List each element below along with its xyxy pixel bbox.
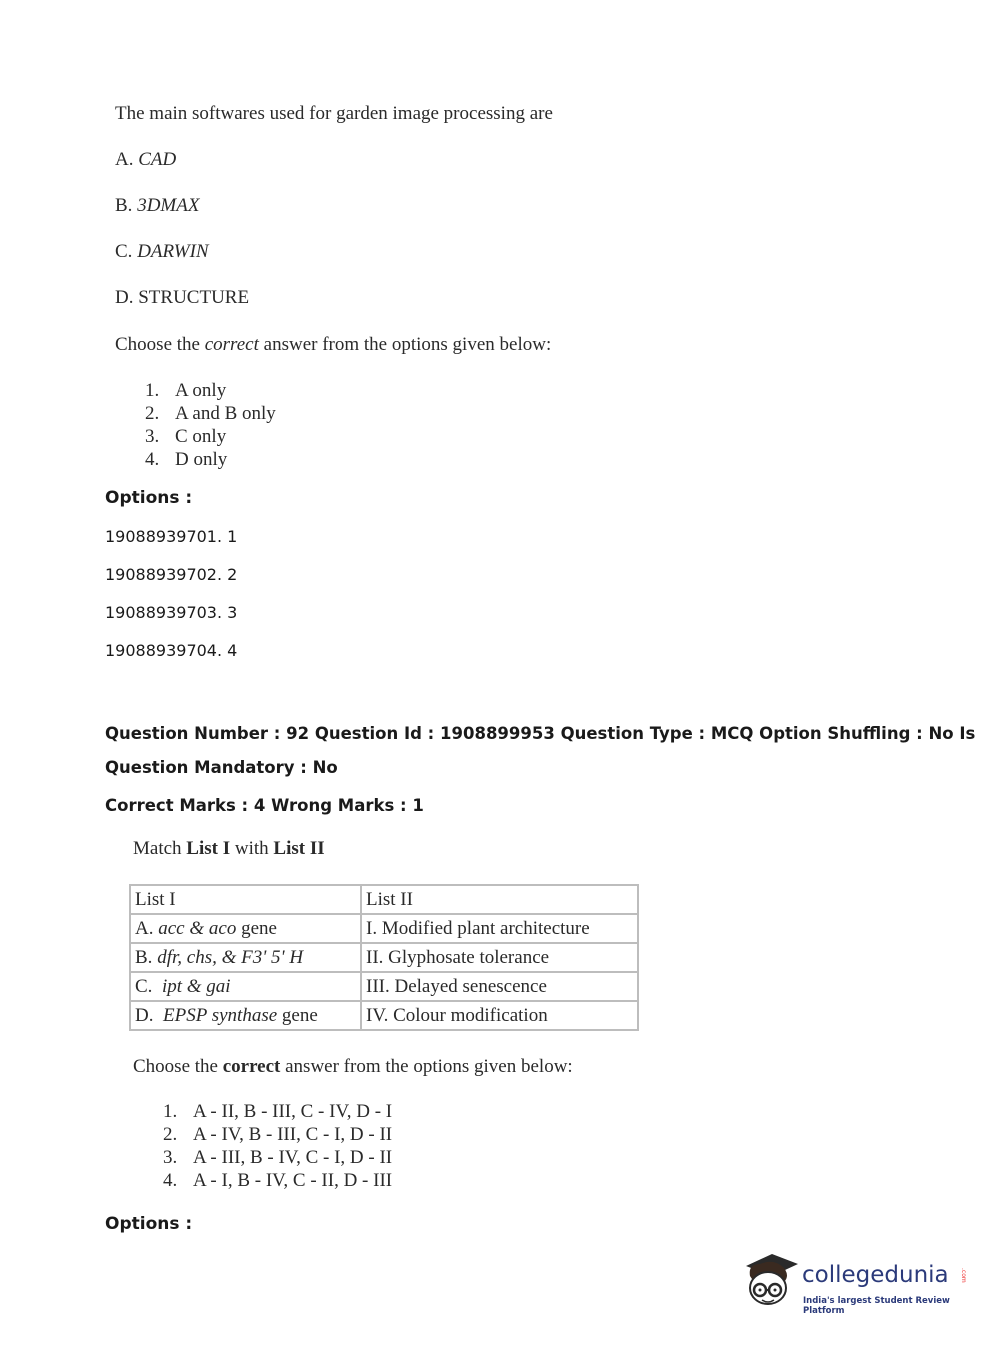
table-row: [130, 943, 638, 972]
cell-text: C.: [135, 975, 162, 997]
statement-letter: A.: [115, 149, 134, 170]
statement-letter: D.: [115, 287, 134, 308]
statement-text: CAD: [138, 149, 177, 170]
choice-text: A - IV, B - III, C - I, D - II: [193, 1124, 393, 1145]
table-cell: II. Glyphosate tolerance: [361, 943, 638, 972]
answer-choices: [163, 1100, 392, 1192]
choice-number: 4.: [145, 449, 160, 470]
statement-text: 3DMAX: [137, 195, 200, 216]
table-cell: IV. Colour modification: [361, 1001, 638, 1030]
instruction-emphasis: List I: [186, 838, 231, 859]
instruction-emphasis: List II: [273, 838, 325, 859]
cell-text: gene: [236, 917, 277, 939]
statement-a: [115, 149, 176, 171]
table-cell: [130, 972, 361, 1001]
choice-item: [163, 1123, 392, 1146]
option-code: 19088939703. 3: [105, 603, 238, 622]
choice-text: A only: [175, 380, 227, 401]
table-cell: [130, 943, 361, 972]
table-row: [130, 972, 638, 1001]
logo-tagline: India's largest Student Review Platform: [803, 1296, 950, 1316]
instruction-emphasis: correct: [204, 334, 259, 355]
instruction-text: Choose the: [115, 334, 205, 355]
choice-item: [145, 379, 276, 402]
choice-item: [163, 1100, 392, 1123]
table-header: List II: [361, 885, 638, 914]
cell-text: A.: [135, 917, 159, 939]
marks-line: Correct Marks : 4 Wrong Marks : 1: [105, 796, 424, 815]
choice-text: A - III, B - IV, C - I, D - II: [193, 1147, 393, 1168]
choice-text: C only: [175, 426, 227, 447]
instruction-text: with: [230, 838, 274, 859]
statement-text: STRUCTURE: [138, 287, 250, 308]
question-meta: Question Mandatory : No: [105, 758, 338, 777]
instruction-emphasis: correct: [222, 1056, 281, 1077]
cell-text: B.: [135, 946, 158, 968]
choice-number: 2.: [163, 1124, 178, 1145]
table-header-row: [130, 885, 638, 914]
choice-text: D only: [175, 449, 228, 470]
match-instruction: [133, 838, 325, 860]
match-table: [129, 884, 639, 1031]
statement-letter: B.: [115, 195, 133, 216]
cell-text: gene: [277, 1004, 318, 1026]
table-cell: [130, 1001, 361, 1030]
choice-number: 1.: [163, 1101, 178, 1122]
statement-text: DARWIN: [137, 241, 209, 262]
statement-letter: C.: [115, 241, 133, 262]
choice-number: 3.: [163, 1147, 178, 1168]
logo-domain: .com: [960, 1268, 967, 1283]
question-stem: The main softwares used for garden image processing are: [115, 103, 553, 124]
instruction-text: Match: [133, 838, 187, 859]
option-code: 19088939702. 2: [105, 565, 238, 584]
choice-number: 1.: [145, 380, 160, 401]
options-heading: Options :: [105, 488, 193, 508]
statement-b: [115, 195, 199, 217]
table-cell: III. Delayed senescence: [361, 972, 638, 1001]
table-header: List I: [130, 885, 361, 914]
mascot-icon: [740, 1250, 800, 1312]
choice-text: A and B only: [175, 403, 276, 424]
instruction-text: answer from the options given below:: [280, 1056, 573, 1077]
cell-emphasis: EPSP synthase: [162, 1004, 278, 1026]
choice-item: [163, 1146, 392, 1169]
choose-instruction: [115, 334, 551, 356]
question-meta: Question Number : 92 Question Id : 1908899953 Question Type : MCQ Option Shuffling : No Is: [105, 724, 976, 743]
choice-text: A - I, B - IV, C - II, D - III: [193, 1170, 393, 1191]
choice-text: A - II, B - III, C - IV, D - I: [193, 1101, 393, 1122]
cell-emphasis: dfr, chs, & F3' 5' H: [157, 946, 304, 968]
instruction-text: Choose the: [133, 1056, 223, 1077]
cell-emphasis: acc & aco: [158, 917, 237, 939]
options-heading: Options :: [105, 1214, 193, 1234]
choice-number: 4.: [163, 1170, 178, 1191]
logo-wordmark: collegedunia: [802, 1262, 949, 1288]
choice-item: [163, 1169, 392, 1192]
collegedunia-logo: [740, 1248, 980, 1318]
choice-number: 2.: [145, 403, 160, 424]
choose-instruction: [133, 1056, 573, 1078]
choice-number: 3.: [145, 426, 160, 447]
option-code: 19088939704. 4: [105, 641, 238, 660]
statement-c: [115, 241, 209, 263]
option-code: 19088939701. 1: [105, 527, 238, 546]
choice-item: [145, 425, 276, 448]
answer-choices: [145, 379, 276, 471]
statement-d: [115, 287, 249, 309]
table-row: [130, 1001, 638, 1030]
table-cell: [130, 914, 361, 943]
cell-emphasis: ipt & gai: [161, 975, 231, 997]
cell-text: D.: [135, 1004, 163, 1026]
choice-item: [145, 402, 276, 425]
instruction-text: answer from the options given below:: [258, 334, 552, 355]
table-cell: I. Modified plant architecture: [361, 914, 638, 943]
table-row: [130, 914, 638, 943]
choice-item: [145, 448, 276, 471]
